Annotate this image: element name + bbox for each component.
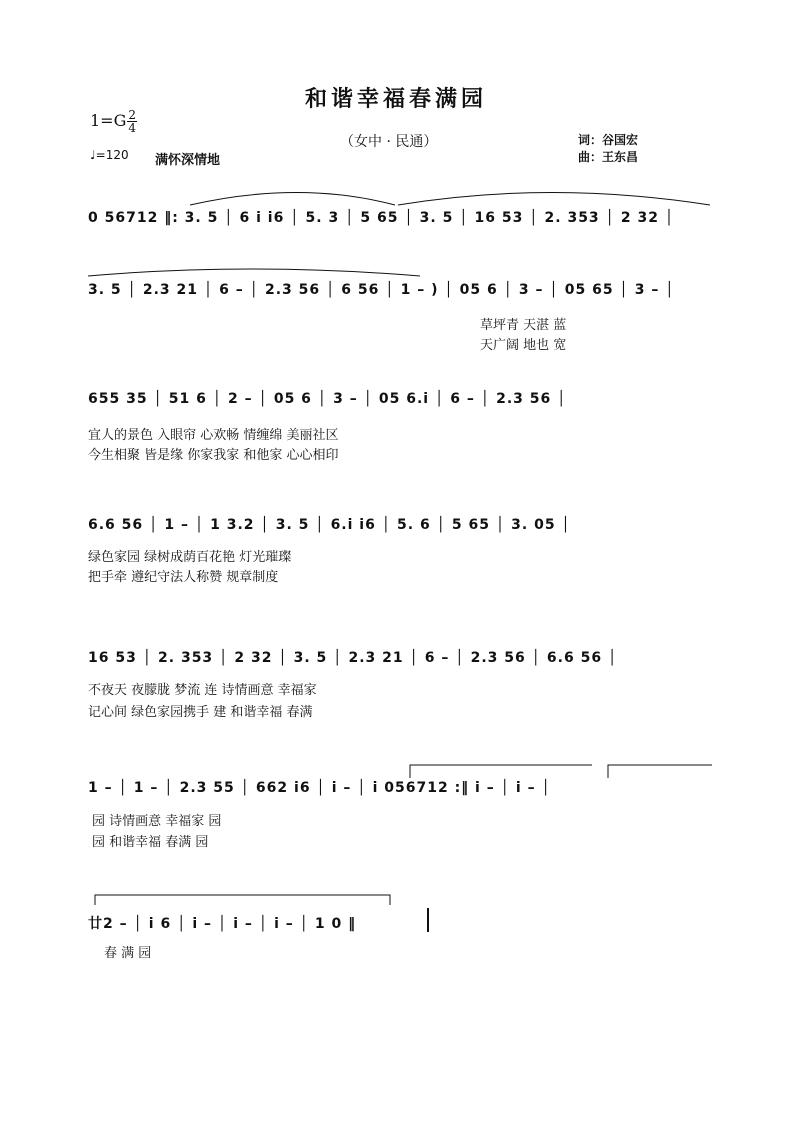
composer-name: 王东昌 [602,150,639,164]
time-numerator: 2 [128,108,137,122]
lyrics-row-3-verse-2: 今生相聚 皆是缘 你家我家 和他家 心心相印 [88,448,339,463]
slur [190,193,395,206]
lyrics-row-3-verse-1: 宜人的景色 入眼帘 心欢畅 情缠绵 美丽社区 [88,428,339,443]
lyrics-row-2-verse-1: 草坪青 天湛 蓝 [480,318,567,333]
notation-row-4: 6.6 56 │ 1 – │ 1 3.2 │ 3. 5 │ 6.i i6 │ 5. 6 │ 5 65 │ 3. 05 │ [88,517,571,533]
lyrics-row-5-verse-2: 记心间 绿色家园携手 建 和谐幸福 春满 [88,705,313,720]
tempo-marking: ♩=120 [90,148,129,162]
slur [88,269,420,276]
lyrics-row-4-verse-2: 把手牵 遵纪守法人称赞 规章制度 [88,570,279,585]
song-title: 和谐幸福春满园 [304,86,487,112]
lyrics-row-5-verse-1: 不夜天 夜朦胧 梦流 连 诗情画意 幸福家 [88,683,317,698]
lyrics-row-7-verse-1: 春 满 园 [104,946,152,961]
slur-bracket [95,895,390,905]
expression-marking: 满怀深情地 [155,153,221,168]
lyricist-name: 谷国宏 [602,133,639,147]
notation-row-3: 655 35 │ 51 6 │ 2 – │ 05 6 │ 3 – │ 05 6.i │ 6 – │ 2.3 56 │ [88,391,567,407]
notation-row-6: 1 – │ 1 – │ 2.3 55 │ 662 i6 │ i – │ i 056712 :‖ i – │ i – │ [88,780,551,796]
notation-row-1: 0 56712 ‖: 3. 5 │ 6 i i6 │ 5. 3 │ 5 65 │ 3. 5 │ 16 53 │ 2. 353 │ 2 32 │ [88,210,675,226]
ending-bracket-2 [608,765,712,778]
lyricist-label: 词： [578,133,603,147]
key-label: 1=G [90,111,127,130]
lyrics-row-2-verse-2: 天广阔 地也 宽 [480,338,567,353]
notation-row-7: 廿2 – │ i 6 │ i – │ i – │ i – │ 1 0 ‖ [88,916,357,932]
lyrics-row-6-verse-1: 园 诗情画意 幸福家 园 [92,814,222,829]
slur [398,193,710,206]
composer-label: 曲： [578,150,603,164]
lyrics-row-4-verse-1: 绿色家园 绿树成荫百花艳 灯光璀璨 [88,550,292,565]
lyrics-row-6-verse-2: 园 和谐幸福 春满 园 [92,835,209,850]
genre-subtitle: （女中 · 民通） [340,134,438,150]
ending-bracket-1 [410,765,592,778]
notation-row-2: 3. 5 │ 2.3 21 │ 6 – │ 2.3 56 │ 6 56 │ 1 – ) │ 05 6 │ 3 – │ 05 65 │ 3 – │ [88,282,675,298]
time-denominator: 4 [128,121,137,135]
notation-row-5: 16 53 │ 2. 353 │ 2 32 │ 3. 5 │ 2.3 21 │ 6 – │ 2.3 56 │ 6.6 56 │ [88,650,618,666]
